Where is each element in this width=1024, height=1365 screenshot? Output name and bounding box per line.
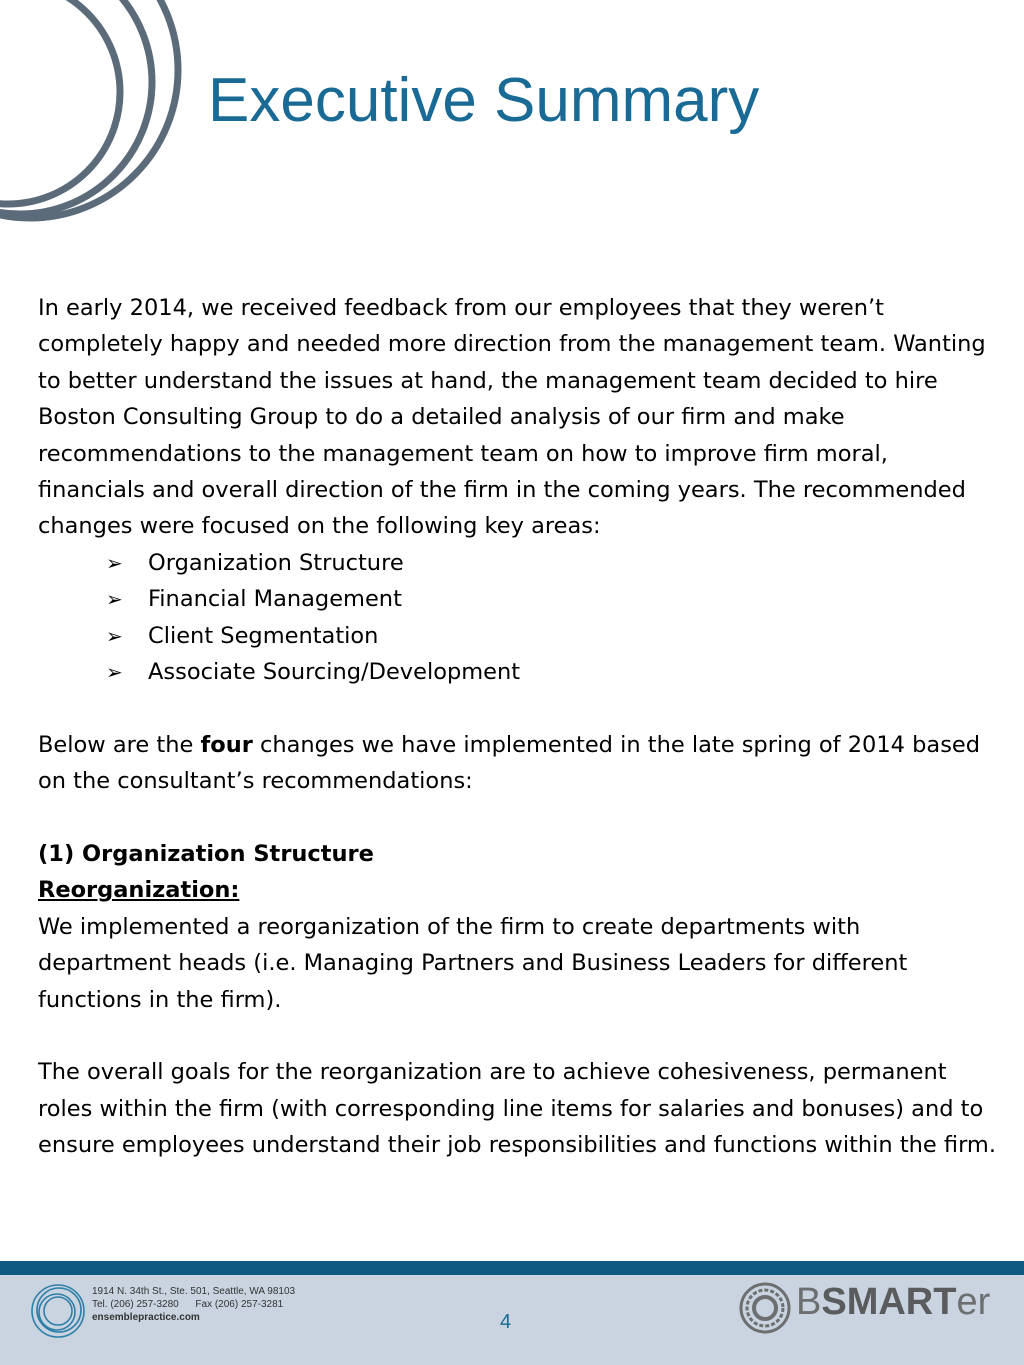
changes-paragraph: Below are the four changes we have implemented in the late spring of 2014 based on the consultant’s recommendations: xyxy=(38,731,981,795)
decorative-rings-graphic xyxy=(0,0,200,250)
reorganization-paragraph: We implemented a reorganization of the firm to create departments with department heads (i.e. Managing Partners and Business Leaders for different functions in the firm). xyxy=(38,913,908,1013)
list-item: ➢ Associate Sourcing/Development xyxy=(106,654,998,690)
arrow-bullet-icon: ➢ xyxy=(106,587,123,612)
page-number: 4 xyxy=(500,1311,512,1333)
slide-title: Executive Summary xyxy=(208,66,760,135)
footer-address: 1914 N. 34th St., Ste. 501, Seattle, WA 98103 Tel. (206) 257-3280 Fax (206) 257-3281 xyxy=(92,1286,296,1310)
section-subheading: Reorganization: xyxy=(38,877,240,904)
list-item: ➢ Organization Structure xyxy=(106,545,998,581)
list-item: ➢ Financial Management xyxy=(106,581,998,617)
body-content xyxy=(38,290,998,1164)
ensemble-logo-icon xyxy=(28,1281,88,1341)
list-item: ➢ Client Segmentation xyxy=(106,618,998,654)
bsmarter-logo-icon xyxy=(738,1281,792,1335)
footer-divider-bar xyxy=(0,1261,1024,1275)
arrow-bullet-icon: ➢ xyxy=(106,623,123,648)
arrow-bullet-icon: ➢ xyxy=(106,550,123,575)
arrow-bullet-icon: ➢ xyxy=(106,660,123,685)
ring-inner xyxy=(0,0,120,204)
key-areas-list xyxy=(38,545,998,691)
brand-wordmark: BSMARTer xyxy=(796,1281,991,1323)
footer xyxy=(0,1275,1024,1365)
goals-paragraph: The overall goals for the reorganization are to achieve cohesiveness, permanent roles within the firm (with corresponding line items for salaries and bonuses) and to ensure employees understand their job responsibilities and functions within the firm. xyxy=(38,1059,996,1159)
changes-count: four xyxy=(200,731,253,758)
intro-paragraph: In early 2014, we received feedback from our employees that they weren’t completely happy and needed more direction from the management team. Wanting to better understand the issues at hand, the management team decided to hire Boston Consulting Group to do a detailed analysis of our firm and make recommendations to the management team on how to improve firm moral, financials and overall direction of the firm in the coming years. The recommended changes were focused on the following key areas: xyxy=(38,295,986,540)
section-heading: (1) Organization Structure xyxy=(38,841,374,868)
footer-website: ensemblepractice.com xyxy=(92,1312,200,1323)
